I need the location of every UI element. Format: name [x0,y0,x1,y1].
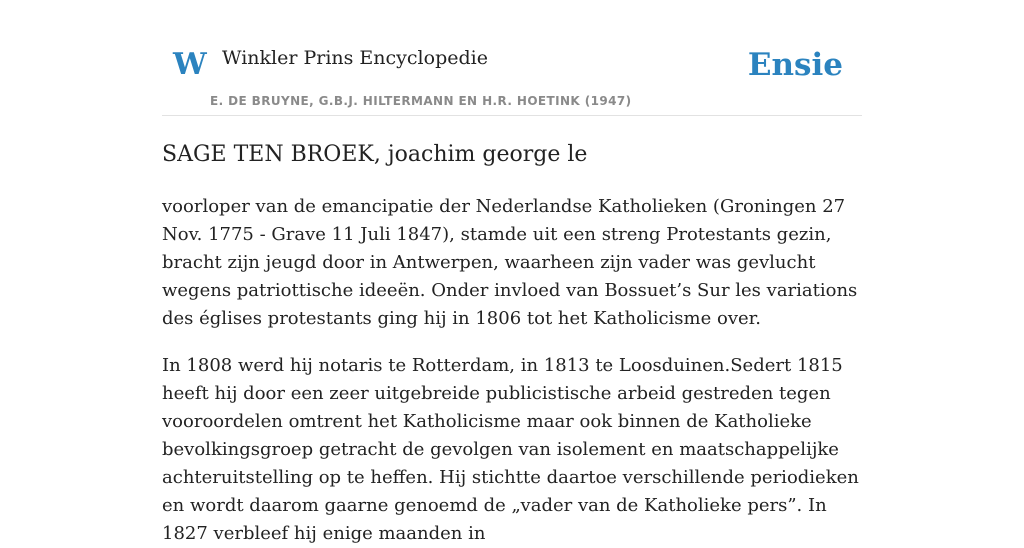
ensie-logo[interactable]: Ensie [747,47,843,83]
article-paragraph: In 1808 werd hij notaris te Rotterdam, in 1813 te Loosduinen.Sedert 1815 heeft hij door een zeer uitgebreide publicistische arbeid gestreden tegen vooroordelen omtrent het Katholicisme maar ook binnen de Katholieke bevolkingsgroep getracht de gevolgen van isolement en maatschappelijke achteruitstelling op te heffen. Hij stichtte daartoe verschillende periodieken en wordt daarom gaarne genoemd de „vader van de Katholieke pers”. In 1827 verbleef hij enige maanden in [162,355,859,544]
source-header [162,0,862,116]
source-authors: E. DE BRUYNE, G.B.J. HILTERMANN EN H.R. HOETINK (1947) [210,94,632,108]
source-logo-icon[interactable]: W [173,47,207,82]
source-title-link[interactable]: Winkler Prins Encyclopedie [222,47,488,69]
article-paragraph: voorloper van de emancipatie der Nederlandse Katholieken (Groningen 27 Nov. 1775 - Grave 11 Juli 1847), stamde uit een streng Protestants gezin, bracht zijn jeugd door in Antwerpen, waarheen zijn vader was gevlucht wegens patriottische ideeën. Onder invloed van Bossuet’s Sur les variations des églises protestants ging hij in 1806 tot het Katholicisme over. [162,196,858,329]
article-title: SAGE TEN BROEK, joachim george le [162,142,588,167]
article [162,140,862,548]
